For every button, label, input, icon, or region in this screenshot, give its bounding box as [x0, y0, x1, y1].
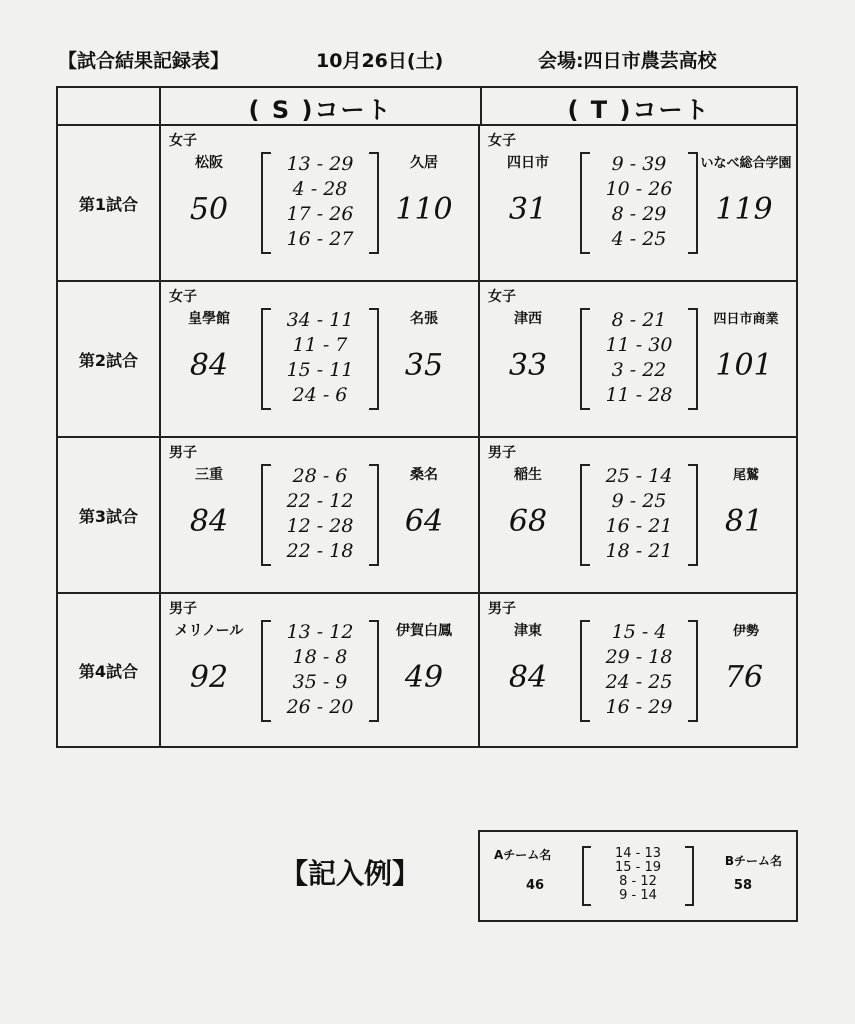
match-cell-t: [480, 438, 798, 592]
quarter-scores: [261, 464, 379, 566]
match-cell-t: [480, 282, 798, 436]
quarter-score: 13 - 29: [286, 153, 354, 175]
category: 男子: [169, 601, 197, 617]
team-b: 桑名: [410, 467, 438, 483]
total-a: 50: [189, 192, 229, 227]
team-a: 津西: [514, 311, 542, 327]
match-cell-s: [161, 126, 480, 280]
category: 女子: [488, 289, 516, 305]
court-s-heading: ( S )コート: [161, 88, 482, 126]
example-quarter-score: 9 - 14: [619, 888, 657, 903]
match-cell-s: [161, 594, 480, 746]
team-a: 稲生: [514, 467, 542, 483]
team-a: 皇學館: [188, 311, 230, 327]
total-a: 68: [508, 504, 548, 539]
quarter-score: 35 - 9: [292, 671, 348, 693]
total-b: 110: [395, 192, 453, 227]
quarter-score: 16 - 29: [605, 696, 673, 718]
team-b: 久居: [410, 155, 438, 171]
total-b: 35: [404, 348, 444, 383]
category: 女子: [169, 133, 197, 149]
quarter-score: 24 - 25: [605, 671, 673, 693]
quarter-score: 17 - 26: [286, 203, 354, 225]
quarter-scores: [580, 464, 698, 566]
team-a: 三重: [195, 467, 223, 483]
quarter-score: 10 - 26: [605, 178, 673, 200]
match-row-4: [58, 594, 796, 746]
total-a: 84: [508, 660, 548, 695]
quarter-score: 25 - 14: [605, 465, 673, 487]
quarter-scores: [580, 620, 698, 722]
example-team-a: Aチーム名: [494, 848, 552, 862]
team-b: 名張: [410, 311, 438, 327]
quarter-score: 11 - 7: [292, 334, 348, 356]
team-b: 伊賀白鳳: [396, 623, 452, 639]
example-team-b: Bチーム名: [724, 854, 782, 868]
total-a: 31: [508, 192, 548, 227]
team-b: 四日市商業: [713, 312, 779, 327]
total-b: 119: [715, 192, 773, 227]
category: 女子: [488, 133, 516, 149]
category: 男子: [169, 445, 197, 461]
corner-cell: [58, 88, 161, 124]
quarter-score: 12 - 28: [286, 515, 354, 537]
quarter-score: 24 - 6: [292, 384, 348, 406]
match-cell-t: [480, 594, 798, 746]
court-t-heading: ( T )コート: [567, 95, 711, 124]
quarter-score: 11 - 28: [605, 384, 673, 406]
quarter-scores: [261, 308, 379, 410]
quarter-score: 26 - 20: [286, 696, 354, 718]
example-quarter-score: 14 - 13: [614, 846, 662, 861]
example-quarter-score: 8 - 12: [619, 874, 657, 889]
match-row-3: [58, 438, 796, 594]
total-a: 33: [508, 348, 548, 383]
example-quarter-scores: [582, 846, 694, 906]
total-b: 81: [724, 504, 764, 539]
sheet-title: 【試合結果記録表】: [58, 50, 230, 72]
match-label: 第2試合: [58, 282, 161, 436]
match-cell-t: [480, 126, 798, 280]
team-a: メリノール: [174, 623, 244, 639]
quarter-score: 8 - 29: [611, 203, 667, 225]
quarter-score: 11 - 30: [605, 334, 673, 356]
match-label: 第1試合: [58, 126, 161, 280]
quarter-score: 28 - 6: [292, 465, 348, 487]
team-a: 津東: [514, 623, 542, 639]
example-quarter-score: 15 - 19: [614, 860, 662, 875]
quarter-score: 29 - 18: [605, 646, 673, 668]
total-a: 84: [189, 504, 229, 539]
quarter-score: 9 - 39: [611, 153, 667, 175]
quarter-scores: [261, 152, 379, 254]
example-box: [478, 830, 798, 922]
category: 男子: [488, 445, 516, 461]
court-header-row: [58, 88, 796, 126]
example-total-a: 46: [526, 878, 545, 893]
quarter-score: 4 - 25: [611, 228, 667, 250]
team-b: 伊勢: [732, 624, 759, 639]
match-date: 10月26日(土): [316, 50, 444, 72]
quarter-score: 22 - 18: [286, 540, 354, 562]
quarter-score: 18 - 21: [605, 540, 673, 562]
quarter-scores: [261, 620, 379, 722]
quarter-score: 3 - 22: [611, 359, 667, 381]
quarter-scores: [580, 152, 698, 254]
match-cell-s: [161, 438, 480, 592]
quarter-score: 4 - 28: [292, 178, 348, 200]
total-b: 64: [404, 504, 444, 539]
match-row-2: [58, 282, 796, 438]
quarter-score: 9 - 25: [611, 490, 667, 512]
match-label: 第3試合: [58, 438, 161, 592]
total-b: 76: [724, 660, 764, 695]
quarter-score: 15 - 4: [611, 621, 667, 643]
quarter-score: 18 - 8: [292, 646, 348, 668]
total-b: 101: [715, 348, 773, 383]
example-total-b: 58: [733, 878, 752, 893]
quarter-scores: [580, 308, 698, 410]
team-b: いなべ総合学園: [700, 156, 792, 171]
category: 男子: [488, 601, 516, 617]
example-label: 【記入例】: [280, 857, 421, 890]
quarter-score: 22 - 12: [286, 490, 354, 512]
match-cell-s: [161, 282, 480, 436]
quarter-score: 13 - 12: [286, 621, 354, 643]
quarter-score: 8 - 21: [611, 309, 667, 331]
match-label: 第4試合: [58, 594, 161, 746]
quarter-score: 34 - 11: [286, 309, 354, 331]
total-b: 49: [404, 660, 444, 695]
quarter-score: 16 - 21: [605, 515, 673, 537]
category: 女子: [169, 289, 197, 305]
match-row-1: [58, 126, 796, 282]
total-a: 84: [189, 348, 229, 383]
quarter-score: 16 - 27: [286, 228, 354, 250]
quarter-score: 15 - 11: [286, 359, 354, 381]
venue: 会場:四日市農芸高校: [538, 50, 717, 72]
results-table: [56, 86, 798, 748]
team-a: 四日市: [507, 155, 549, 171]
sheet-header: [58, 44, 798, 76]
team-a: 松阪: [195, 155, 223, 171]
team-b: 尾鷲: [732, 468, 759, 483]
total-a: 92: [189, 660, 229, 695]
